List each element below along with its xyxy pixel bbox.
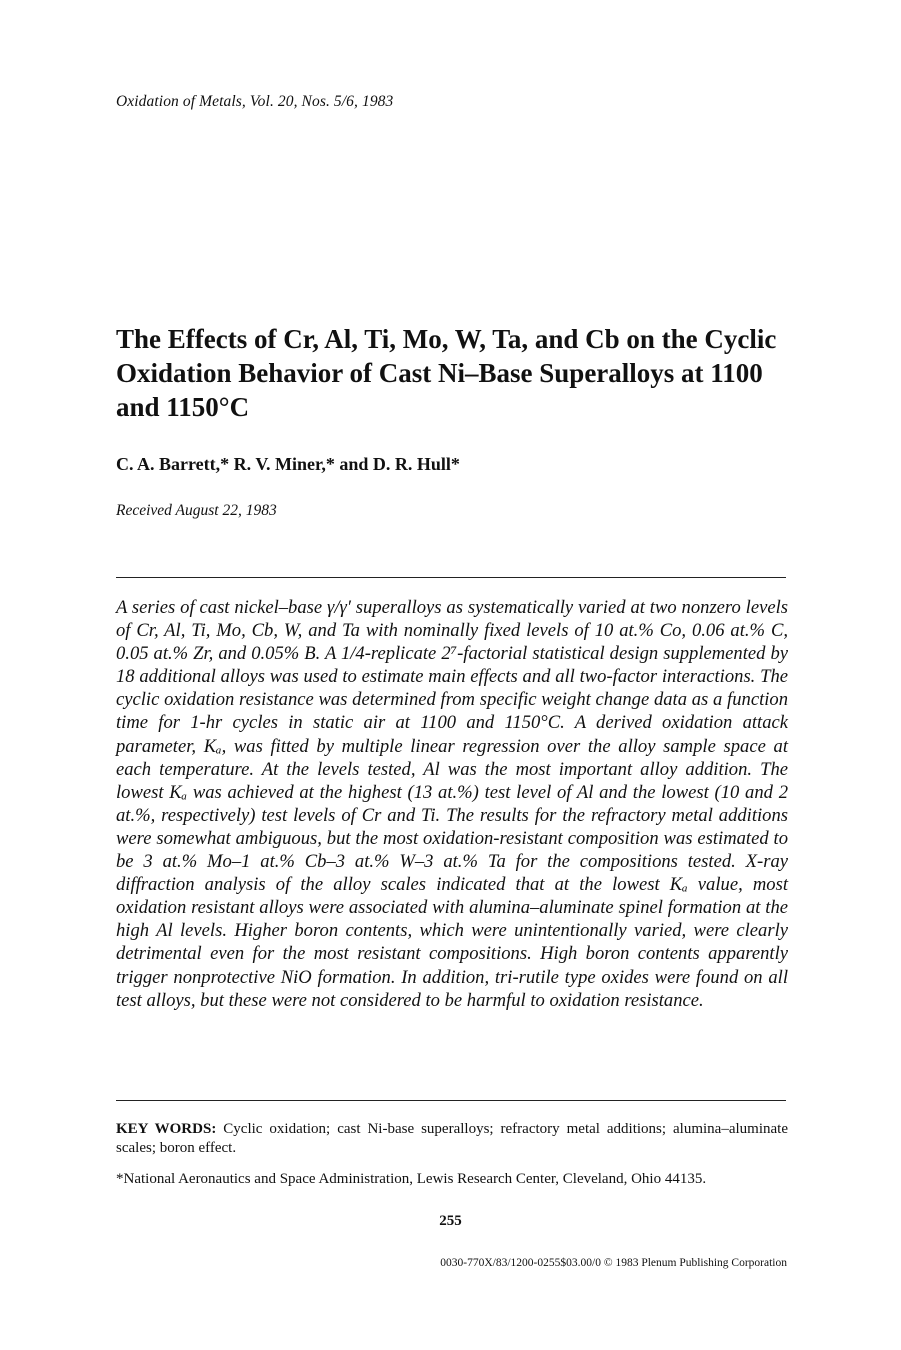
article-authors: C. A. Barrett,* R. V. Miner,* and D. R. Hull* bbox=[116, 454, 460, 474]
received-date: Received August 22, 1983 bbox=[116, 502, 277, 519]
author-affiliation-footnote: *National Aeronautics and Space Administration, Lewis Research Center, Cleveland, Ohio 44135. bbox=[116, 1171, 707, 1187]
abstract-bottom-rule bbox=[116, 1100, 786, 1101]
abstract-top-rule bbox=[116, 577, 786, 578]
page-number: 255 bbox=[439, 1213, 462, 1229]
keywords-label: KEY WORDS: bbox=[116, 1121, 217, 1137]
keywords bbox=[116, 1120, 788, 1158]
copyright-footer: 0030-770X/83/1200-0255$03.00/0 © 1983 Plenum Publishing Corporation bbox=[440, 1257, 787, 1269]
keywords-text: Cyclic oxidation; cast Ni-base superalloys; refractory metal additions; alumina–aluminate scales; boron effect. bbox=[116, 1121, 788, 1156]
article-title: The Effects of Cr, Al, Ti, Mo, W, Ta, and Cb on the Cyclic Oxidation Behavior of Cast Ni–Base Superalloys at 1100 and 1150°C bbox=[116, 324, 777, 422]
journal-citation: Oxidation of Metals, Vol. 20, Nos. 5/6, 1983 bbox=[116, 93, 394, 110]
abstract-text: A series of cast nickel–base γ/γ′ superalloys as systematically varied at two nonzero levels of Cr, Al, Ti, Mo, Cb, W, and Ta with nominally fixed levels of 10 at.% Co, 0.06 at.% C, 0.05 at.% Zr, and 0.05% B. A 1/4-replicate 2⁷-factorial statistical design supplemented by 18 additional alloys was used to estimate main effects and all two-factor interactions. The cyclic oxidation resistance was determined from specific weight change data as a function time for 1-hr cycles in static air at 1100 and 1150°C. A derived oxidation attack parameter, Kₐ, was fitted by multiple linear regression over the alloy sample space at each temperature. At the levels tested, Al was the most important alloy addition. The lowest Kₐ was achieved at the highest (13 at.%) test level of Al and the lowest (10 and 2 at.%, respectively) test levels of Cr and Ti. The results for the refractory metal additions were somewhat ambiguous, but the most oxidation-resistant composition was estimated to be 3 at.% Mo–1 at.% Cb–3 at.% W–3 at.% Ta for the compositions tested. X-ray diffraction analysis of the alloy scales indicated that at the lowest Kₐ value, most oxidation resistant alloys were associated with alumina–aluminate spinel formation at the high Al levels. Higher boron contents, which were unintentionally varied, were clearly detrimental even for the most resistant compositions. High boron contents apparently trigger nonprotective NiO formation. In addition, tri-rutile type oxides were found on all test alloys, but these were not considered to be harmful to oxidation resistance. bbox=[116, 597, 788, 1011]
